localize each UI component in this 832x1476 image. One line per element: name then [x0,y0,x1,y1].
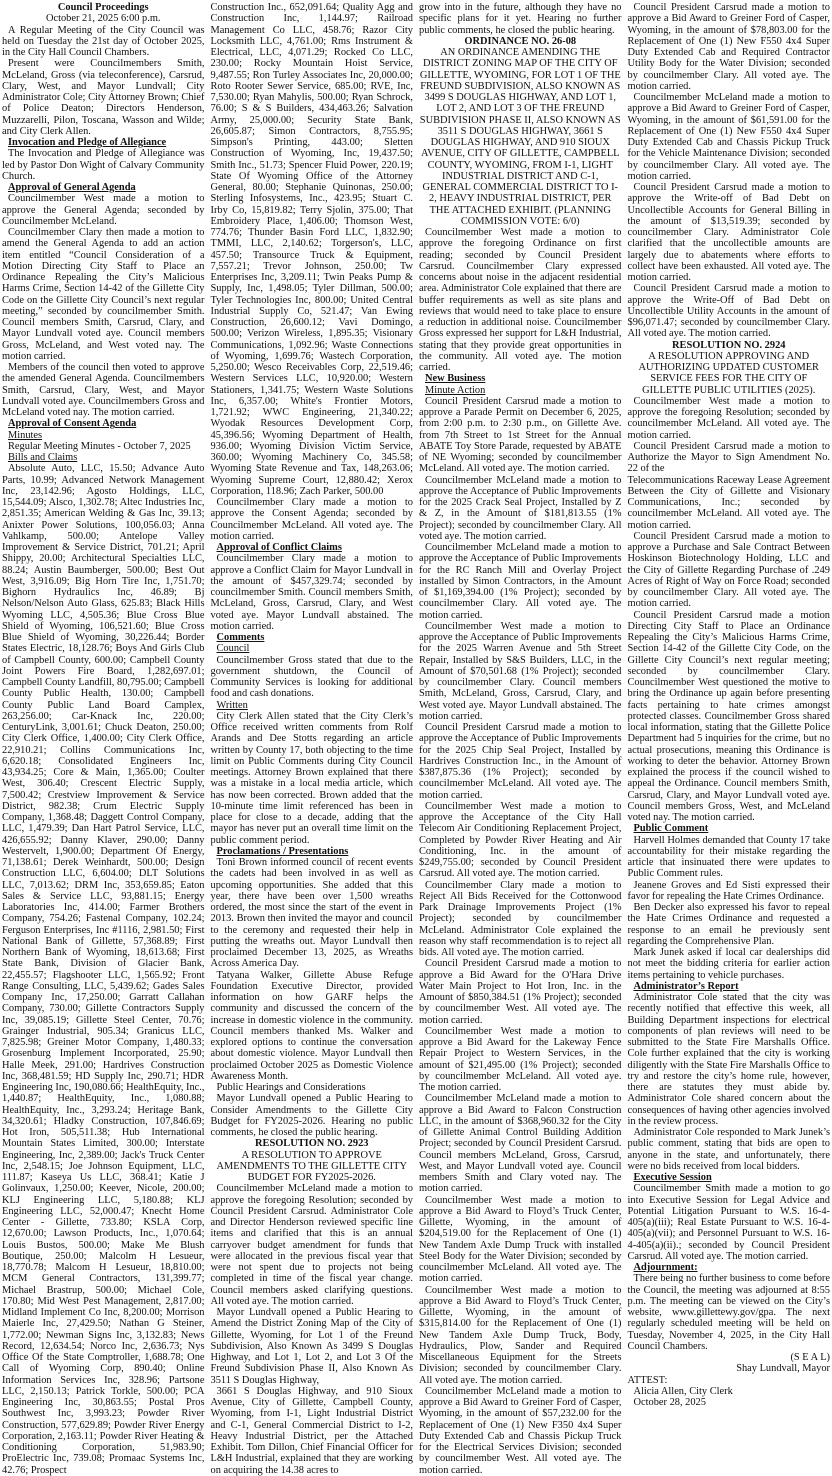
paragraph: Council President Carsrud made a motion to Authorize the Mayor to Sign Amendment No. 22 of the [627,440,830,475]
paragraph: Councilmember Clary made a motion to approve the Consent Agenda; seconded by Councilmember McLeland. All voted aye. The motion carried. [210,497,413,542]
section-heading: Proclamations / Presentations [216,845,349,857]
subsection-heading: Bills and Claims [8,452,78,463]
paragraph: Mark Junek asked if local car dealerships did not meet the bidding criteria for earlier action items pertaining to vehicle purchases. [627,947,830,981]
paragraph: Councilmember West made a motion to approve the Acceptance of the City Hall Telecom Air Conditioning Replacement Project, Completed by Powder River Heating and Air Conditioning, Inc. in the amount of $249,755.00; seconded by Council President Carsrud. All voted aye. The motion carried. [419,800,622,880]
paragraph: Administrator Cole stated that the city was recently notified that effective this week, all Building Department inspections for electrical components of plan reviews will need to be submitted to the State Fire Marshalls Office. Cole further explained that the city is working diligently with the State Fire Marshalls Office to try and restore the city’s home rule, however, there are statutes they must abide by. Administrator Cole shared concern about the consequences of having other agencies involved in the review process. [627,992,830,1127]
paragraph: Jeanene Groves and Ed Sisti expressed their favor for repealing the Hate Crimes Ordinance. [627,879,830,902]
resolution-heading: RESOLUTION NO. 2924 [672,339,786,351]
paragraph: Council President Carsrud made a motion to approve the Write-Off of Bad Debt on Uncollectible Utility Accounts in the amount of $96,071.47; seconded by councilmember Clary. All voted aye. The motion carried. [627,283,830,340]
paragraph: Council President Carsrud made a motion to approve a Bid Award to Greiner Ford of Casper, Wyoming, in the amount of $78,803.00 for the Replacement of One (1) New F550 4x4 Super Duty Extended Cab and Required Contractor Utility Body for the Water Division; seconded by councilmember Clary. All voted aye. The motion carried. [627,2,830,92]
paragraph: A Regular Meeting of the City Council was held on Tuesday the 21st day of October 2025, in the City Hall Council Chambers. [2,24,205,58]
paragraph: Regular Meeting Minutes - October 7, 2025 [8,440,191,452]
paragraph: Councilmember Clary made a motion to Reject All Bids Received for the Cottonwood Park Drainage Improvements Project (1% Project); seconded by councilmember McLeland. Administrator Cole explained the reason why staff recommendation is to reject all bids. All voted aye. The motion carried. [419,879,622,958]
centered-text: AN ORDINANCE AMENDING THE DISTRICT ZONING MAP OF THE CITY OF GILLETTE, WYOMING, FOR LOT 1 OF THE FREUND SUBDIVISION, ALSO KNOWN AS 3499 S DOUGLAS HIGHWAY, AND LOT 1, LOT 2, AND LOT 3 OF THE FREUND SUBDIVISION PHASE II, ALSO KNOWN AS 3511 S DOUGLAS HIGHWAY, 3661 S DOUGLAS HIGHWAY, AND 910 SIOUX AVENUE, CITY OF GILLETTE, CAMPBELL COUNTY, WYOMING, FROM I-1, LIGHT INDUSTRIAL DISTRICT AND C-1, GENERAL COMMERCIAL DISTRICT TO I-2, HEAVY INDUSTRIAL DISTRICT, PER THE ATTACHED EXHIBIT. (PLANNING COMMISSION VOTE: 6/0) [419,47,621,227]
section-heading: Adjournment: [633,1262,698,1273]
paragraph: Councilmember McLeland made a motion to approve the Acceptance of Public Improvements for the 2025 Crack Seal Project, Installed by Z & Z, in the Amount of $181,813.55 (1% Project); seconded by councilmember Clary. All voted aye. The motion carried. [419,474,622,542]
paragraph: Councilmember McLeland made a motion to approve a Bid Award to Greiner Ford of Casper, Wyoming, in the amount of $61,591.00 for the Replacement of One (1) New F550 4x4 Super Duty Extended Cab and Chassis Pickup Truck for the Vehicle Maintenance Division; seconded by councilmember Clary. All voted aye. The motion carried. [627,92,830,182]
paragraph: Councilmember Clary made a motion to approve a Conflict Claim for Mayor Lundvall in the amount of $457,329.74; seconded by councilmember Smith. Council members Smith, McLeland, Gross, Carsrud, Clary, and West voted aye. Mayor Lundvall abstained. The motion carried. [210,553,413,632]
section-heading: Approval of Consent Agenda [8,418,137,430]
centered-text: October 21, 2025 6:00 p.m. [45,13,161,25]
paragraph: Councilmember McLeland made a motion to approve the Acceptance of Public Improvements for the RC Ranch Mill and Overlay Project installed by Simon Contractors, in the Amount of $1,169,394.00 (1% Project); seconded by councilmember Clary. All voted aye. The motion carried. [419,542,622,621]
paragraph: Ben Decker also expressed his favor to repeal the Hate Crimes Ordinance and requested a response to an email he previously sent regarding the Comprehensive Plan. [627,902,830,947]
paragraph: Public Hearings and Considerations [216,1082,366,1093]
attest-line: October 28, 2025 [633,1397,706,1408]
paragraph: Councilmember Smith made a motion to go into Executive Session for Legal Advice and Potential Litigation Pursuant to W.S. 16-4-405(a)(iii); Real Estate Pursuant to W.S. 16-4-405(a)(vii); and Personnel Pursuant to W.S. 16-4-405(a)(ii).; seconded by Council President Carsrud. All voted aye. The motion carried. [627,1183,830,1262]
paragraph: Council President Carsrud made a motion to approve a Purchase and Sale Contract Between Hoskinson Biotechnology Holding, LLC and the City of Gillette Regarding Purchase of .249 Acres of Right of Way on Force Road; seconded by councilmember Clary. All voted aye. The motion carried. [627,530,830,610]
section-heading: Public Comment [633,823,709,835]
paragraph: Councilmember West made a motion to approve the General Agenda; seconded by Councilmember McLeland. [2,193,205,227]
paragraph: Councilmember West made a motion to approve a Bid Award to Floyd’s Truck Center, Gillette, Wyoming, in the amount of $204,519.00 for the Replacement of One (1) New Tandem Axle Dump Truck with installed Steel Body for the Water Division; seconded by councilmember McLeland. All voted aye. The motion carried. [419,1194,622,1285]
paragraph: City Clerk Allen stated that the City Clerk’s Office received written comments from Rolf Arands and Dee Stotts regarding an article written by County 17, both objecting to the time limit on Public Comments during City Council meetings. Attorney Brown explained that there was a mistake in a local media article, which has now been corrected. Brown added that the 10-minute time limit referenced has been in place for close to a decade, adding that the mayor has never put an overall time limit on the public comment period. [210,710,413,846]
section-heading: Administrator’s Report [633,980,739,992]
paragraph: Council President Carsrud made a motion Directing City Staff to Place an Ordinance Repealing the City’s Malicious Harms Crime, Section 14-42 of the Gillette City Code, on the Gillette City Council’s next regular meeting; seconded by councilmember Clary. Councilmember West questioned the motive to bring the Ordinance up again before presenting facts pertaining to hate crimes amongst protected classes. Councilmember Gross shared local information, stating that the Gillette Police Department had 5 inquiries for the crime, but no actual prosecutions, meaning this Ordinance is working to deter the behavior. Attorney Brown explained the process if the council wished to appeal the Ordinance. Council members Smith, Carsrud, Clary, and Mayor Lundvall voted aye. Council members Gross, West, and McLeland voted nay. The motion carried. [627,609,830,823]
signature-line: (S E A L) [790,1352,830,1363]
section-heading: Invocation and Pledge of Allegiance [8,137,167,148]
paragraph: Councilmember West made a motion to approve the foregoing Resolution; seconded by councilmember McLeland. All voted aye. The motion carried. [627,395,830,441]
section-heading: Comments [216,632,265,643]
paragraph: Toni Brown informed council of recent events the cadets had been involved in as well as upcoming opportunities. She added that this year, there have been over 1,500 wreaths ordered, the most since the start of the event in 2013. Brown then invited the mayor and council to the ceremony and requested their help in putting the wreaths out. Mayor Lundvall then proclaimed December 13, 2025, as Wreaths Across America Day. [210,857,413,970]
paragraph: Members of the council then voted to approve the amended General Agenda. Councilmembers Smith, Carsrud, Clary, West, and Mayor Lundvall voted aye. Councilmembers Gross and McLeland voted nay. The motion carried. [2,362,205,418]
paragraph: Council President Carsrud made a motion to approve the Acceptance of Public Improvements for the 2025 Chip Seal Project, Installed by Hardrives Construction Inc., in the Amount of $387,875.36 (1% Project); seconded by councilmember McLeland. All voted aye. The motion carried. [419,722,622,801]
paragraph: Councilmember West made a motion to approve a Bid Award for the Lakeway Fence Repair Project to Western Services, in the amount of $21,495.00 (1% Project); seconded by councilmember McLeland. All voted aye. The motion carried. [419,1025,622,1093]
paragraph: Councilmember West made a motion to approve the foregoing Ordinance on first reading; seconded by Council President Carsrud. Councilmember Clary expressed concerns about noise in the adjacent residential area. Administrator Cole explained that there are buffer requirements as well as site plans and reviews that would need to take place to ensure a reduction in additional noise. Councilmember Gross expressed her support for L&H Industrial, stating that they provide great opportunities in the community. All voted aye. The motion carried. [419,227,622,373]
subsection-heading: Written [216,699,248,711]
document-title: Council Proceedings [57,2,149,13]
subsection-heading: Minutes [8,429,43,441]
signature-line: Shay Lundvall, Mayor [736,1363,830,1375]
column-4 [627,2,831,1408]
paragraph: Councilmember Clary then made a motion to amend the General Agenda to add an action item entitled “Council Consideration of a Motion Directing City Staff to Place an Ordinance Repealing the City’s Malicious Harms Crime, Section 14-42 of the Gillette City Code on the Gillette City Council’s next regular meeting,” seconded by councilmember Smith. Council members Smith, Carsrud, Clary, and Mayor Lundvall voted aye. Council members Gross, McLeland, and West voted nay. The motion carried. [2,227,205,362]
paragraph: Council President Carsrud made a motion to approve the Write-off of Bad Debt on Uncollectible Accounts for General Billing in the amount of $13,519.39; seconded by councilmember Clary. Administrator Cole clarified that the uncollectible amounts are largely due to abatements where efforts to collect have been exhausted. All voted aye. The motion carried. [627,182,830,283]
paragraph: Council President Carsrud made a motion to approve a Bid Award for the O'Hara Drive Water Main Project to Hot Iron, Inc. in the Amount of $850,384.51 (1% Project); seconded by councilmember West. All voted aye. The motion carried. [419,958,622,1026]
subsection-heading: Council [216,643,250,655]
centered-text: A RESOLUTION TO APPROVE AMENDMENTS TO THE GILLETTE CITY BUDGET FOR FY2025-2026. [216,1149,407,1183]
paragraph-continued: Construction Inc., 652,091.64; Quality Agg and Construction Inc, 1,144.97; Railroad Management Co LLC, 458.76; Razor City Locksmith LLC, 4,761.00; Rms Instrument & Electrical, LLC, 4,071.29; Rocked Co LLC, 230.00; Rocky Mountain Hoist Service, 9,487.55; Ron Turley Associates Inc, 20,000.00; Roto Rooter Sewer Service, 685.00; RVE, Inc, 7,530.00; Ryan Mahylis, 500.00; Ryan Schrock, 76.00; S & S Builders, 434,463.26; Salvation Army, 25,000.00; Security State Bank, 26,605.87; Simon Contractors, 8,755.95; Simpson's Printing, 443.00; Sletten Construction of Wyoming, Inc, 19,437.50; Smith Inc., 51.73; Spencer Fluid Power, 220.19; State Of Wyoming Office of the Attorney General, 80.00; Stephanie Quinonas, 250.00; Sterling Infosystems, Inc., 423.95; Stuart C. Irby Co, 15,819.82; Terry Sjolin, 375.00; That Embroidery Place, 1,406.00; Thomson West, 774.76; Thunder Basin Ford LLC, 1,832.90; TMMI, LLC, 2,140.62; Torgerson's, LLC, 457.50; Transource Truck & Equipment, 7,557.21; Trevor Johnson, 250.00; Tw Enterprises Inc, 3,209.11; Twin Peaks Pump & Supply, Inc, 1,498.05; Tyler Dillman, 500.00; Tyler Technologies Inc, 800.00; United Central Industrial Supply Co, 521.47; Van Ewing Construction, 26,600.12; Vavi Domingo, 500.00; Verizon Wireless, 1,895.35; Visionary Communications, 1,092.96; Waste Connections of Wyoming, 1,699.76; Wastech Corporation, 5,250.00; Wesco Receivables Corp, 22,519.46; Western Services LLC, 10,920.00; Western Stationers, 1,341.75; Western Waste Solutions Inc, 6,357.00; White's Frontier Motors, 1,721.92; WWC Engineering, 21,340.22; Wyodak Resources Development Corp, 45,396.56; Wyoming Department of Health, 936.00; Wyoming Division Victim Service, 360.00; Wyoming Machinery Co, 345.58; Wyoming State Revenue and Tax, 148,263.06; Wyoming Supreme Court, 12,880.42; Xerox Corporation, 118.96; Zach Parker, 500.00 [210,2,413,497]
resolution-heading: ORDINANCE NO. 26-08 [464,35,577,47]
section-heading: Approval of Conflict Claims [216,542,342,553]
paragraph-continued: Telecommunications Raceway Lease Agreement Between the City of Gillette and Visionary Communications, Inc.; seconded by councilmember McLeland. All voted aye. The motion carried. [627,474,830,531]
paragraph: 3661 S Douglas Highway, and 910 Sioux Avenue, City of Gillette, Campbell County, Wyoming, from I-1, Light Industrial District and C-1, General Commercial District to I-2, Heavy Industrial District, per the Attached Exhibit. Tom Dillon, Chief Financial Officer for L&H Industrial, explained that they are working on acquiring the 14.38 acres to [210,1385,413,1476]
column-3 [419,2,622,1476]
section-heading: Approval of General Agenda [8,182,136,193]
column-2 [210,2,414,1476]
section-heading: Executive Session [633,1172,712,1183]
centered-text: A RESOLUTION APPROVING AND AUTHORIZING UPDATED CUSTOMER SERVICE FEES FOR THE CITY OF GILLETTE PUBLIC UTILITIES (2025). [638,350,819,396]
paragraph: Mayor Lundvall opened a Public Hearing to Consider Amendments to the Gillette City Budget for FY2025-2026. Hearing no public comments, he closed the public hearing. [210,1093,413,1138]
paragraph: Councilmember McLeland made a motion to approve a Bid Award to Greiner Ford of Casper, Wyoming, in the amount of $57,232.00 for the Replacement of One (1) New F350 4x4 Super Duty Extended Cab and Chassis Pickup Truck for the Electrical Services Division; seconded by councilmember West. All voted aye. The motion carried. [419,1385,622,1476]
paragraph: Administrator Cole responded to Mark Junek’s public comment, stating that bids are open to anyone in the state, and unfortunately, there were no bids received from local bidders. [627,1127,830,1172]
paragraph: Councilmember West made a motion to approve the Acceptance of Public Improvements for the 2025 Warren Avenue and 5th Street Repair, Installed by S&S Builders, LLC, in the Amount of $70,501.68 (1% Project); seconded by councilmember Clary. Council members Smith, McLeland, Gross, Carsrud, Clary, and West voted aye. Mayor Lundvall abstained. The motion carried. [419,620,622,722]
attest-line: Alicia Allen, City Clerk [633,1385,733,1397]
section-heading: New Business [425,373,486,385]
paragraph: Present were Councilmembers Smith, McLeland, Gross (via teleconference), Carsrud, Clary, West, and Mayor Lundvall; City Administrator Cole; City Attorney Brown; Chief of Police Deaton; Directors Henderson, Muzzarelli, Pilon, Toscana, Wasson and Wilde; and City Clerk Allen. [2,58,205,137]
paragraph: Absolute Auto, LLC, 15.50; Advance Auto Parts, 10.99; Advanced Network Management Inc, 23,142.96; Agosto Holdings, LLC, 15,544.09; Alsco, 1,302.78; Altec Industries Inc, 2,851.35; American Welding & Gas Inc, 39.13; Anixter Power Solutions, 100,056.03; Anna Vahlkamp, 500.00; Antelope Valley Improvement & Service District, 701.21; April Shippy, 20.00; Architectural Specialties LLC, 88.24; Austin Baumberger, 500.00; Best Out West, 3,916.09; Big Horn Tire Inc, 1,751.70; Bighorn Hydraulics Inc, 46.89; Bj Nelson/Nelson Auto Glass, 625.83; Black Hills Wyoming LLC, 4,505.36; Blue Cross Blue Shield of Wyoming, 106,521.60; Blue Cross Blue Shield of Wyoming, 30,226.44; Border States Electric, 18,128.76; Boys And Girls Club of Campbell County, 600.00; Campbell County Joint Powers Fire Board, 1,282,697.01; Campbell County Landfill, 80,795.00; Campbell County Public Health, 130.00; Campbell County Public Land Board Camplex, 263,256.00; Car-Knack Inc, 220.00; CenturyLink, 3,001.61; Chuck Deaton, 250.00; City Clerk Office, 1,400.00; City Clerk Office, 22,910.21; Collins Communications Inc, 6,620.18; Consolidated Engineers Inc, 43,934.25; Core & Main, 1,365.00; Coulter West, 306.40; Crescent Electric Supply, 7,500.42; Crestview Improvement & Service District, 982.38; Crum Electric Supply Company, 1,368.48; Daggett Control Company, LLC, 1,479.39; Dan Hart Patrol Service, LLC, 426,655.92; Danny Klaver, 290.00; Danny Westervelt, 1,900.00; Department Of Energy, 71,138.61; Derek Weinhardt, 500.00; Design Construction LLC, 6,604.00; DLT Solutions LLC, 7,013.62; DRM Inc, 353,659.85; Eaton Sales & Service LLC, 93,881.15; Energy Laboratories Inc, 414.00; Farmer Brothers Company, 754.26; Fastenal Company, 102.24; Ferguson Enterprises, Inc #1116, 2,981.50; First National Bank of Gillette, 57,368.89; First Northern Bank of Wyoming, 18,613.68; First State Bank, Division of Glacier Bank, 22,455.57; Flagshooter LLC, 1,565.92; Front Range Consulting, LLC, 5,439.62; Gades Sales Company Inc, 17,250.00; Garratt Callahan Company, 730.00; Gillette Contractors Supply Inc, 39,085.19; Gillette Steel Center, 70.76; Grainger Industrial, 905.34; Granicus LLC, 7,825.98; Greiner Motor Company, 1,480.33; Grosenburg Implement Incorporated, 25.90; Halle Meek, 291.00; Hardrives Construction Inc, 368,481.59; HD Supply Inc, 290.71; HDR Engineering Inc, 190,080.66; HealthEquity, Inc., 1,440.87; HealthEquity, Inc., 1,080.88; HealthEquity, Inc., 3,293.24; Heritage Bank, 34,320.61; Hladky Construction, 107,846.69; Hot Iron, 505,511.38; Hub International Mountain States Limited, 300.00; Interstate Engineering, Inc, 2,389.00; Jack's Truck Center Inc, 2,548.15; Joe Johnson Equipment, LLC, 111.87; Kaseya Us LLC, 368.41; Katie J Golinvaux, 1,250.00; Keever, Nicole, 200.00; KLJ Engineering LLC, 5,180.88; KLJ Engineering LLC, 52,000.47; Knecht Home Center - Gillette, 733.80; KSLA Corp, 12,670.00; Lawson Products, Inc., 1,070.64; Louis Bustos, 500.00; Make Me Blush Boutique, 250.00; Malcolm H Lesueur, 18,770.78; Malcom H Lesueur, 18,810.00; MCM General Contractors, 131,399.77; Michael Brastrup, 500.00; Michael Cole, 170.80; Mid West Pest Management, 2,817.00; Midland Implement Co Inc, 8,200.00; Morrison Maierle Inc, 27,429.50; Nathan G Steiner, 1,772.00; Newman Signs Inc, 3,132.83; News Record, 12,634.54; Norco Inc, 2,636.73; Nys Office Of the State Comptroller, 1,688.78; One Call of Wyoming Corp, 890.40; Online Information Services Inc, 328.96; Partsone LLC, 2,150.13; Patrick Torkle, 500.00; PCA Engineering Inc, 30,863.55; Postal Pros Southwest Inc, 3,993.23; Powder River Construction, 577,629.89; Powder River Energy Corporation, 2,163.11; Powder River Heating & Conditioning Corporation, 51,983.90; ProElectric Inc, 739.08; Promaac Systems Inc, 42.76; Prospect [2,463,205,1476]
paragraph: Council President Carsrud made a motion to approve a Parade Permit on December 6, 2025, from 2:00 p.m. to 2:30 p.m., on Gillette Ave. from 7th Street to 1st Street for the Annual ABATE Toy Store Parade, requested by ABATE of NE Wyoming; seconded by councilmember McLeland. All voted aye. The motion carried. [419,395,622,475]
paragraph: Tatyana Walker, Gillette Abuse Refuge Foundation Executive Director, provided information on how GARF helps the community and discussed the concern of the increase in domestic violence in the community. Council members thanked Ms. Walker and explored options to continue the conversation about domestic violence. Mayor Lundvall then proclaimed October 2025 as Domestic Violence Awareness Month. [210,969,413,1082]
paragraph: Harvell Holmes demanded that County 17 take accountability for their mistake regarding the article that insinuated there were updates to Public Comment rules. [627,834,830,880]
paragraph: Councilmember McLeland made a motion to approve the foregoing Resolution; seconded by Council President Carsrud. Administrator Cole and Director Henderson reviewed specific line items and clarified that this is an annual carryover budget amendment for funds that were allocated in the previous fiscal year that were not spent due to projects not being completed in time of the fiscal year change. Council members asked clarifying questions. All voted aye. The motion carried. [210,1183,413,1307]
paragraph: Councilmember McLeland made a motion to approve a Bid Award to Falcon Construction LLC, in the amount of $368,960.32 for the City of Gillette Animal Control Building Addition Project; seconded by Council President Carsrud. Council members McLeland, Gross, Carsrud, West, and Mayor Lundvall voted aye. Council members Smith and Clary voted nay. The motion carried. [419,1093,622,1195]
paragraph: The Invocation and Pledge of Allegiance was led by Pastor Don Wight of Calvary Community Church. [2,148,205,182]
attest-label: ATTEST: [627,1374,668,1386]
paragraph: Mayor Lundvall opened a Public Hearing to Amend the District Zoning Map of the City of Gillette, Wyoming, for Lot 1 of the Freund Subdivision, Also Known As 3499 S Douglas Highway, and Lot 1, Lot 2, and Lot 3 Of the Freund Subdivision Phase II, Also Known As 3511 S Douglas Highway, [210,1307,413,1386]
paragraph: Councilmember West made a motion to approve a Bid Award to Floyd’s Truck Center, Gillette, Wyoming, in the amount of $315,814.00 for the Replacement of One (1) New Tandem Axle Dump Truck, Body, Hydraulics, Plow, Sander and Required Miscellaneous Equipment for the Streets Division; seconded by councilmember Clary. All voted aye. The motion carried. [419,1284,622,1386]
paragraph-continued: grow into in the future, although they have no specific plans for it yet. Hearing no further public comments, he closed the public hearing. [419,2,622,36]
subsection-heading: Minute Action [425,384,486,396]
column-1 [2,2,205,1476]
paragraph: There being no further business to come before the Council, the meeting was adjourned at 8:55 p.m. The meeting can be viewed on the City’s website, www.gillettewy.gov/gpa. The next regularly scheduled meeting will be held on Tuesday, November 4, 2025, in the City Hall Council Chambers. [627,1273,830,1352]
resolution-heading: RESOLUTION NO. 2923 [255,1138,369,1150]
paragraph: Councilmember Gross stated that due to the government shutdown, the Council of Community Services is looking for additional food and cash donations. [210,654,413,700]
